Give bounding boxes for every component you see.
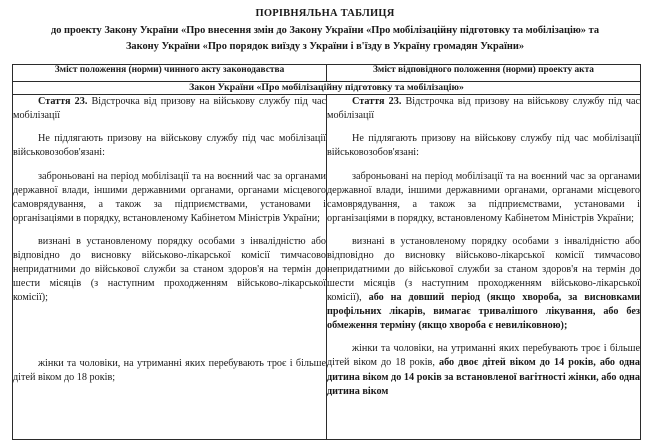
left-paragraph-children: жінки та чоловіки, на утриманні яких перебувають троє і більше дітей віком до 18 років; [13,358,326,384]
column-header-draft-act: Зміст відповідного положення (норми) проекту акта [327,65,641,82]
law-title: Закон України «Про мобілізаційну підготовку та мобілізацію» [13,82,641,95]
table-body-row [13,95,641,440]
right-paragraph-children [327,342,640,398]
right-paragraph-article [327,95,640,123]
left-paragraph-intro: Не підлягають призову на військову службу під час мобілізації військовозобов'язані: [13,133,326,159]
right-children-existing-text: жінки та чоловіки, на утриманні яких перебувають троє і більше дітей віком до 18 років, [327,343,640,369]
right-disability-amendment: або на довший період (якщо хвороба, за висновками профільних лікарів, вимагає тривалішого лікування, або без обмеження терміну (якщо хвороба є невиліковною); [327,292,640,332]
article-number-right: Стаття 23. [352,96,402,108]
right-paragraph-reserved: заброньовані на період мобілізації та на воєнний час за органами державної влади, іншими державними органами, органами місцевого самоврядування, а також за підприємствами, установами і організаціями в порядку, встановленому Кабінетом Міністрів України; [327,170,640,224]
table-header-row [13,65,641,82]
column-header-current-law: Зміст положення (норми) чинного акту законодавства [13,65,327,82]
comparison-table [12,64,641,440]
document-header [0,0,650,54]
left-paragraph-reserved: заброньовані на період мобілізації та на воєнний час за органами державної влади, іншими державними органами, органами місцевого самоврядування, а також за підприємствами, установами і організаціями в порядку, встановленому Кабінетом Міністрів України; [13,170,326,224]
left-paragraph-disability: визнані в установленому порядку особами з інвалідністю або відповідно до висновку військово-лікарської комісії тимчасово непридатними до військової служби за станом здоров'я на термін до шести місяців (з наступним проходженням військово-лікарської комісії); [13,235,326,304]
document-subtitle-line-2: Закону України «Про порядок виїзду з України і в'їзду в Україну громадян України» [125,40,525,52]
page-title: ПОРІВНЯЛЬНА ТАБЛИЦЯ [255,8,395,19]
document-subtitle-line-1: до проекту Закону України «Про внесення змін до Закону України «Про мобілізаційну підготовку та мобілізацію» та [50,25,600,37]
right-children-amendment: або двоє дітей віком до 14 років, або одна дитина віком до 14 років за встановленої вагітності жінки, або одна дитина віком [327,357,640,397]
article-title-left: Відстрочка від призову на військову службу під час мобілізації [13,96,326,122]
article-number-left: Стаття 23. [38,96,88,108]
right-paragraph-disability [327,235,640,334]
left-paragraph-article [13,95,326,123]
article-title-right: Відстрочка від призову на військову службу під час мобілізації [327,96,640,122]
right-paragraph-intro: Не підлягають призову на військову службу під час мобілізації військовозобов'язані: [327,133,640,159]
document-subtitle [8,23,642,54]
cell-current-law [13,95,327,440]
table-law-row [13,82,641,95]
right-disability-existing-text: визнані в установленому порядку особами з інвалідністю або відповідно до висновку військово-лікарської комісії тимчасово непридатними до військової служби за станом здоров'я на термін до шести місяців (з наступним проходженням військово-лікарської комісії), [327,235,640,304]
cell-draft-act [327,95,641,440]
